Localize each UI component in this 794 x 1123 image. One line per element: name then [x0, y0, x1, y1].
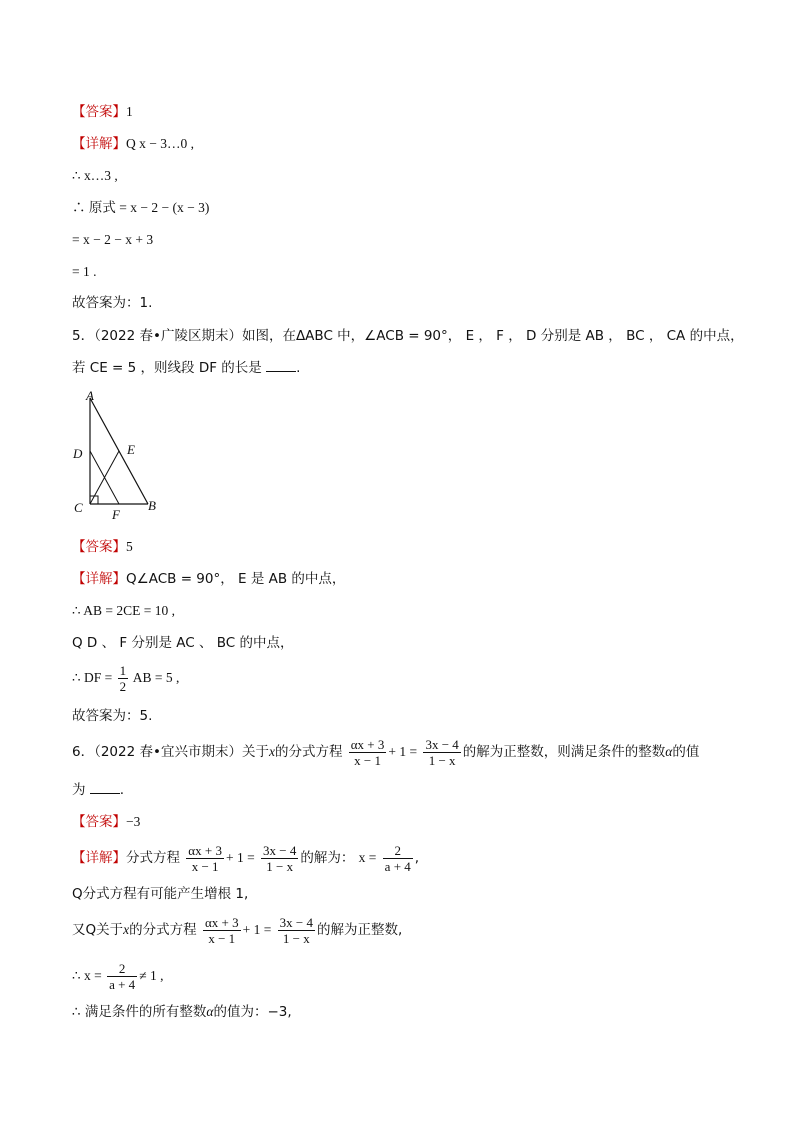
denominator: 1 − x [261, 858, 298, 874]
fraction-lhs [186, 843, 224, 874]
formula-text: ≠ 1 , [139, 968, 164, 983]
q5-stem-period: . [296, 360, 301, 376]
q5-stem-line2 [72, 359, 300, 377]
q6-stem-line2 [72, 781, 124, 799]
detail-tag: 【详解】 [72, 571, 126, 587]
denominator: x − 1 [186, 858, 224, 874]
var-a: α [665, 744, 673, 759]
fraction-solution [107, 961, 137, 992]
answer-tag: 【答案】 [72, 814, 126, 830]
q4-conclusion: 故答案为：1. [72, 295, 153, 311]
formula-text: ∴ DF = [72, 670, 113, 685]
q6-stem-text: 的值 [672, 744, 700, 760]
label-b: B [148, 498, 156, 513]
denominator: x − 1 [349, 752, 387, 768]
detail-text: 又Q关于 [72, 922, 124, 938]
answer-value: 5 [126, 539, 133, 554]
label-a: A [86, 388, 94, 403]
denominator: a + 4 [384, 858, 411, 874]
answer-blank [90, 781, 120, 794]
q6-detail-line1 [72, 840, 419, 876]
fraction-rhs [261, 843, 298, 874]
detail-tag: 【详解】 [72, 850, 126, 866]
answer-blank [266, 359, 296, 372]
q5-conclusion: 故答案为：5. [72, 708, 153, 724]
label-e: E [127, 442, 135, 457]
var-x: x [268, 744, 275, 759]
q4-detail-line3: ∴ 原式 = x − 2 − (x − 3) [72, 200, 210, 215]
detail-text: 的解为正整数, [316, 922, 403, 938]
q5-detail-line1 [72, 570, 345, 588]
triangle-figure [66, 386, 166, 522]
q6-detail-line5 [72, 1003, 292, 1021]
q6-stem-text: 为 [72, 782, 86, 798]
detail-text: 的分式方程 [129, 922, 197, 938]
var-a: α [206, 1004, 214, 1019]
detail-text: 的解为： [300, 850, 355, 866]
numerator: 2 [118, 961, 126, 977]
detail-text: ∴ 满足条件的所有整数 [72, 1004, 207, 1020]
equation-mid: + 1 = [388, 744, 418, 759]
q6-detail-line2: Q分式方程有可能产生增根 1, [72, 886, 249, 902]
detail-text: Q∠ACB = 90°， E 是 AB 的中点， [126, 571, 346, 587]
q5-answer [72, 538, 133, 556]
q4-answer [72, 103, 133, 121]
fraction-half [118, 663, 129, 694]
equation-mid: + 1 = [225, 850, 255, 865]
q6-stem-period: . [119, 782, 125, 798]
answer-tag: 【答案】 [72, 104, 126, 120]
detail-text: Q x − 3…0 , [126, 136, 194, 151]
q5-detail-line3: Q D 、 F 分别是 AC 、 BC 的中点， [72, 635, 294, 651]
q4-detail-line1 [72, 135, 194, 153]
detail-text: , [414, 850, 420, 866]
denominator: a + 4 [109, 977, 136, 993]
solution-x: x = [358, 850, 377, 865]
numerator: 2 [394, 842, 401, 858]
detail-text: 分式方程 [126, 850, 180, 866]
fraction-rhs [278, 915, 315, 946]
numerator: αx + 3 [350, 736, 385, 752]
answer-tag: 【答案】 [72, 539, 126, 555]
q6-detail-line4 [72, 958, 163, 994]
q5-stem-text: 若 CE = 5 ，则线段 DF 的长是 [72, 360, 262, 376]
q4-detail-line5: = 1 . [72, 264, 97, 279]
numerator: 1 [119, 663, 127, 679]
formula-text: ∴ x = [72, 968, 102, 983]
q6-stem-text: 的解为正整数，则满足条件的整数 [462, 744, 666, 760]
denominator: x − 1 [203, 930, 241, 946]
label-c: C [74, 500, 83, 515]
fraction-solution [383, 843, 413, 874]
q6-stem-text: 6．（2022 春•宜兴市期末）关于 [72, 744, 269, 760]
formula-text: AB = 5 , [132, 670, 180, 685]
q6-answer [72, 813, 140, 831]
detail-text: 的值为：−3, [213, 1004, 292, 1020]
denominator: 1 − x [278, 930, 315, 946]
var-x: x [123, 922, 130, 937]
q6-stem-line1 [72, 734, 699, 770]
fraction-lhs [349, 737, 387, 768]
answer-value: −3 [126, 814, 141, 829]
q6-detail-line3 [72, 912, 402, 948]
equation-mid: + 1 = [242, 922, 272, 937]
numerator: 3x − 4 [262, 842, 297, 858]
q6-stem-text: 的分式方程 [274, 744, 343, 760]
denominator: 2 [119, 679, 127, 695]
numerator: αx + 3 [204, 914, 239, 930]
label-f: F [112, 507, 120, 522]
q5-stem-line1: 5．（2022 春•广陵区期末）如图，在ΔABC 中，∠ACB = 90°， E ， F ， D 分别是 AB ， BC ， CA 的中点， [72, 328, 744, 344]
fraction-lhs [203, 915, 241, 946]
fraction-rhs [423, 737, 460, 768]
numerator: 3x − 4 [425, 736, 459, 752]
q5-detail-line2: ∴ AB = 2CE = 10 , [72, 603, 175, 618]
detail-tag: 【详解】 [72, 136, 126, 152]
numerator: 3x − 4 [279, 914, 313, 930]
answer-value: 1 [126, 104, 133, 119]
q4-detail-line2: ∴ x…3 , [72, 168, 118, 183]
denominator: 1 − x [423, 752, 460, 768]
label-d: D [73, 446, 83, 461]
q5-detail-line4 [72, 661, 179, 695]
numerator: αx + 3 [188, 842, 222, 858]
q4-detail-line4: = x − 2 − x + 3 [72, 232, 154, 247]
